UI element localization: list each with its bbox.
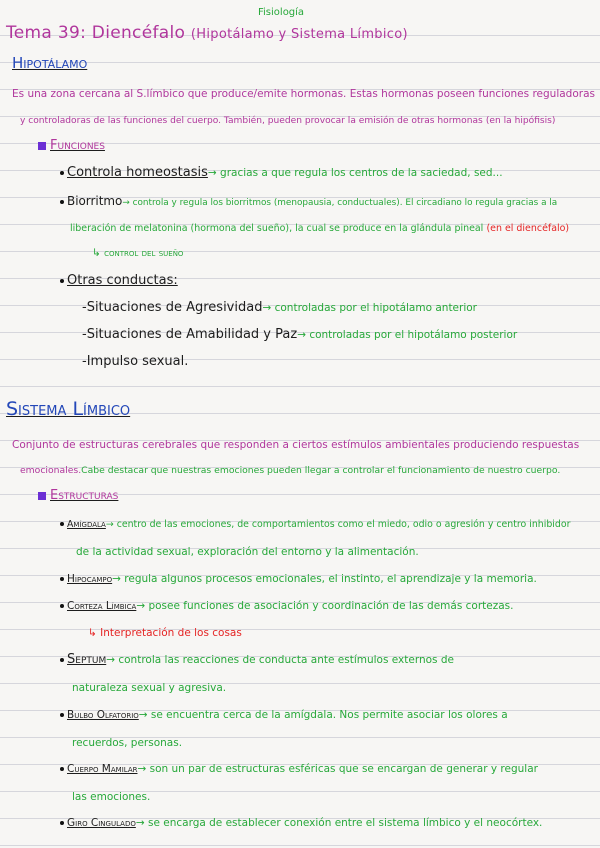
funcion-otras-conductas: Otras conductas: (60, 274, 178, 288)
hipotalamo-intro-line1: Es una zona cercana al S.límbico que produce/emite hormonas. Estas hormonas poseen funciones reguladoras (12, 88, 595, 100)
bullet-icon (60, 713, 64, 717)
estructura-bulbo-line2: recuerdos, personas. (72, 737, 183, 749)
estructura-amigdala-line2: de la actividad sexual, exploración del entorno y la alimentación. (76, 546, 419, 558)
estructura-septum: Septum→ controla las reacciones de conducta ante estímulos externos de (60, 653, 454, 667)
estructura-corteza-limbica: Corteza Límbica→ posee funciones de asociación y coordinación de las demás cortezas. (60, 599, 514, 613)
estructura-cuerpo-mamilar-line2: las emociones. (72, 791, 151, 803)
bullet-icon (60, 604, 64, 608)
funciones-heading: Funciones (38, 139, 105, 153)
bullet-icon (60, 767, 64, 771)
estructura-septum-line2: naturaleza sexual y agresiva. (72, 682, 227, 694)
hipotalamo-intro-line2: y controladoras de las funciones del cuerpo. También, pueden provocar la emisión de otras hormonas (en la hipófisis) (20, 116, 556, 126)
funcion-biorritmo-line2: liberación de melatonina (hormona del sueño), la cual se produce en la glándula pineal (en el diencéfalo) (70, 223, 570, 234)
funcion-biorritmo: Biorritmo→ controla y regula los biorritmos (menopausia, conductuales). El circadiano lo regula gracias a la (60, 194, 557, 210)
conducta-agresividad: -Situaciones de Agresividad→ controladas por el hipotálamo anterior (82, 300, 477, 315)
corteza-interpretacion: ↳ Interpretación de los cosas (88, 627, 242, 639)
limbico-intro-line1: Conjunto de estructuras cerebrales que responden a ciertos estímulos ambientales produciendo respuestas (12, 439, 580, 451)
control-sueno: ↳ control del sueño (92, 247, 184, 259)
estructura-giro-cingulado: Giro Cingulado→ se encarga de establecer conexión entre el sistema límbico y el neocórtex. (60, 816, 542, 830)
estructura-cuerpo-mamilar: Cuerpo Mamilar→ son un par de estructuras esféricas que se encargan de generar y regular (60, 762, 538, 776)
estructura-hipocampo: Hipocampo→ regula algunos procesos emocionales, el instinto, el aprendizaje y la memoria. (60, 572, 537, 586)
bullet-icon (60, 279, 64, 283)
limbico-heading: Sistema Límbico (6, 398, 131, 420)
square-bullet-icon (38, 142, 46, 150)
title-main: Tema 39: Diencéfalo (6, 23, 186, 43)
square-bullet-icon (38, 492, 46, 500)
funcion-homeostasis: Controla homeostasis→ gracias a que regula los centros de la saciedad, sed... (60, 166, 503, 180)
bullet-icon (60, 821, 64, 825)
subject-header: Fisiología (258, 7, 305, 18)
estructura-amigdala: Amígdala→ centro de las emociones, de comportamientos como el miedo, odio o agresión y centro inhibidor (60, 518, 570, 532)
hipotalamo-heading: Hipotálamo (12, 54, 88, 72)
bullet-icon (60, 658, 64, 662)
estructura-bulbo-olfatorio: Bulbo Olfatorio→ se encuentra cerca de la amígdala. Nos permite asociar los olores a (60, 708, 508, 722)
estructuras-heading: Estructuras (38, 489, 118, 503)
bullet-icon (60, 577, 64, 581)
conducta-amabilidad: -Situaciones de Amabilidad y Paz→ controladas por el hipotálamo posterior (82, 327, 518, 342)
bullet-icon (60, 200, 64, 204)
conducta-impulso-sexual: -Impulso sexual. (82, 354, 189, 369)
bullet-icon (60, 171, 64, 175)
title-paren: (Hipotálamo y Sistema Límbico) (190, 27, 408, 42)
page-title (6, 23, 408, 43)
limbico-intro-line2: emocionales.Cabe destacar que nuestras emociones pueden llegar a controlar el funcionamiento de nuestro cuerpo. (20, 465, 561, 476)
bullet-icon (60, 522, 64, 526)
